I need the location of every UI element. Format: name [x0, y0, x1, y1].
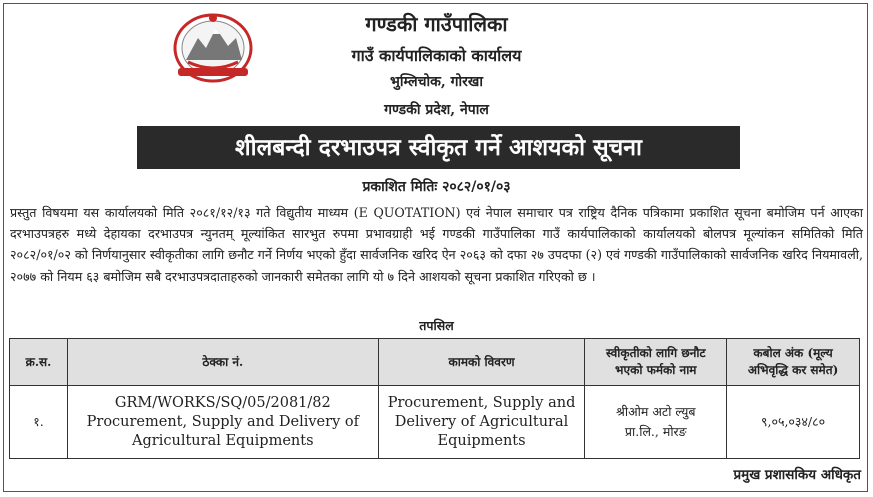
published-date: प्रकाशित मितिः २०८२/०१/०३ [362, 179, 511, 195]
address: भुम्लिचोक, गोरखा [390, 74, 483, 90]
cell-firm [585, 386, 727, 459]
cell-desc-line1: Procurement, Supply and [387, 394, 576, 411]
notice-body: प्रस्तुत विषयमा यस कार्यालयको मिति २०८१/१२/१३ गते विद्युतीय माध्यम (E QUOTATION) एवं नेपाल समाचार पत्र राष्ट्रिय दैनिक पत्रिकामा प्रकाशित सूचना बमोजिम पर्न आएका दरभाउपत्रहरु मध्ये देहायका दरभाउपत्र न्युनतम् मूल्यांकित सारभुत रुपमा प्रभावग्राही भई गण्डकी गाउँपालिका गाउँ कार्यपालिकाको कार्यालयको बोलपत्र मूल्यांकन समितिको मिति २०८२/०१/०२ को निर्णयानुसार स्वीकृतीका लागि छनौट गर्ने निर्णय भएको हुँदा सार्वजनिक खरिद ऐन २०६३ को दफा २७ उपदफा (२) एवं गण्डकी गाउँपालिकाको सार्वजनिक खरिद नियमावली, २०७७ को नियम ६३ बमोजिम सबै दरभाउपत्रदाताहरुको जानकारी समेतका लागि यो ७ दिने आशयको सूचना प्रकाशित गरिएको छ । [10, 205, 863, 284]
award-table [9, 338, 860, 459]
cell-desc-line3: Equipments [437, 432, 526, 449]
table-header-row [10, 339, 860, 386]
cell-contract [67, 386, 378, 459]
office-name: गाउँ कार्यपालिकाको कार्यालय [351, 46, 522, 65]
signature-title: प्रमुख प्रशासकिय अधिकृत [733, 467, 861, 483]
table-row [10, 386, 860, 459]
province: गण्डकी प्रदेश, नेपाल [384, 102, 489, 118]
col-description: कामको विवरण [378, 339, 585, 386]
col-amount-line1: कबोल अंक (मूल्य [753, 346, 833, 360]
cell-description [378, 386, 585, 459]
col-amount [727, 339, 860, 386]
cell-contract-line2: Procurement, Supply and Delivery of [86, 413, 359, 430]
cell-desc-line2: Delivery of Agricultural [394, 413, 569, 430]
cell-firm-line1: श्रीओम अटो ल्युब [616, 404, 696, 419]
col-contract-no: ठेक्का नं. [67, 339, 378, 386]
section-label: तपसिल [419, 318, 454, 333]
col-firm [585, 339, 727, 386]
cell-firm-line2: प्रा.लि., मोरङ [624, 424, 687, 439]
col-sn: क्र.स. [10, 339, 68, 386]
cell-contract-line1: GRM/WORKS/SQ/05/2081/82 [114, 394, 331, 411]
municipality-name: गण्डकी गाउँपालिका [365, 12, 508, 36]
col-amount-line2: अभिवृद्धि कर समेत) [747, 363, 839, 377]
cell-amount: ९,०५,०३४/८० [727, 386, 860, 459]
col-firm-line1: स्वीकृतीको लागि छनौट [605, 346, 706, 360]
cell-contract-line3: Agricultural Equipments [132, 432, 314, 449]
cell-sn: १. [10, 386, 68, 459]
notice-title: शीलबन्दी दरभाउपत्र स्वीकृत गर्ने आशयको सूचना [137, 126, 740, 169]
col-firm-line2: भएको फर्मको नाम [615, 363, 697, 377]
